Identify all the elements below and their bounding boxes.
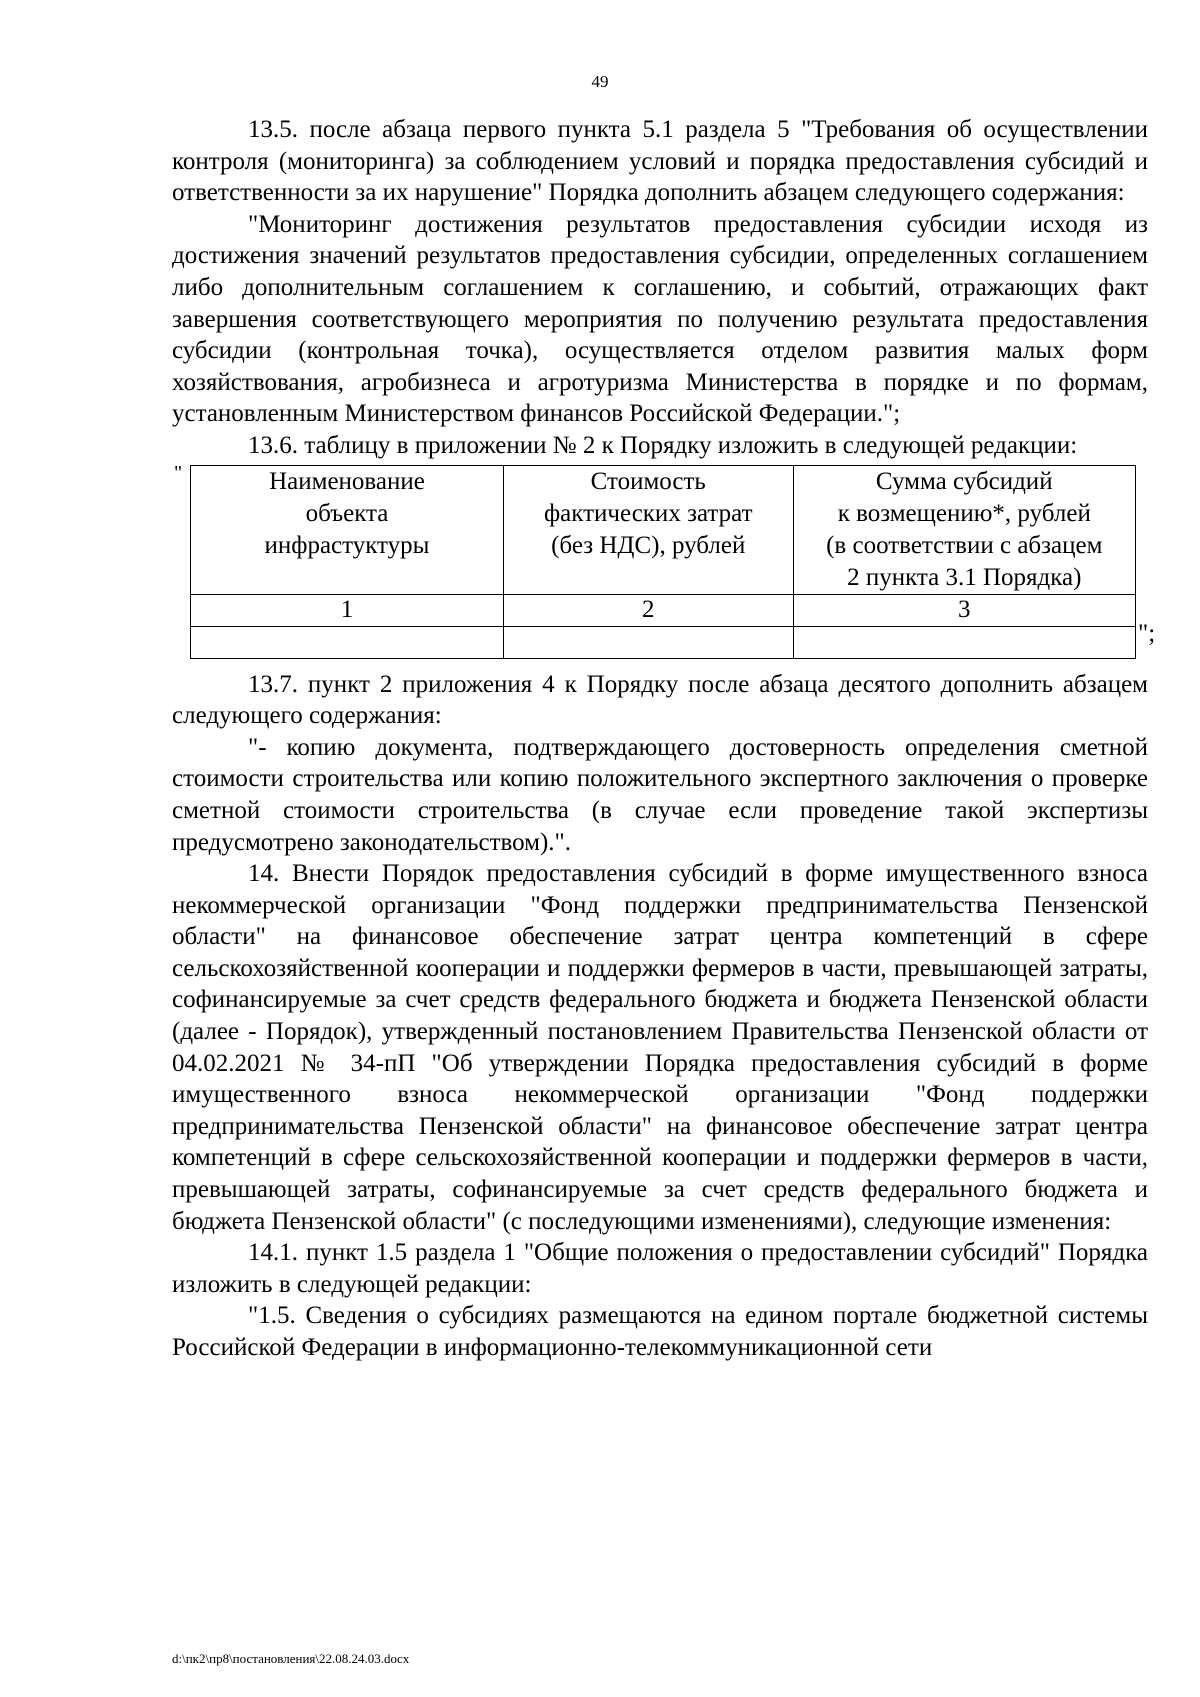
paragraph-document-copy-quote: "- копию документа, подтверждающего достоверность определения сметной стоимости строительства или копию положительного экспертного заключения о проверке сметной стоимости строительства (в случае если проведение такой экспертизы предусмотрено законодательством).". bbox=[172, 733, 1148, 856]
table-open-quote: " bbox=[174, 461, 183, 484]
paragraph-14: 14. Внести Порядок предоставления субсидий в форме имущественного взноса некоммерческой организации "Фонд поддержки предпринимательства Пензенской области" на финансовое обеспечение затрат центра компетенций в сфере сельскохозяйственной кооперации и поддержки фермеров в части, превышающей затраты, софинансируемые за счет средств федерального бюджета и бюджета Пензенской области (далее - Порядок), утвержденный постановлением Правительства Пензенской области от 04.02.2021 № 34-пП "Об утверждении Порядка предоставления субсидий в форме имущественного взноса некоммерческой организации "Фонд поддержки предпринимательства Пензенской области" на финансовое обеспечение затрат центра компетенций в сфере сельскохозяйственной кооперации и поддержки фермеров в части, превышающей затраты, софинансируемые за счет средств федерального бюджета и бюджета Пензенской области" (с последующими изменениями), следующие изменения: bbox=[172, 860, 1148, 1235]
table-block bbox=[172, 461, 1156, 659]
table-header-cell: Стоимость фактических затрат (без НДС), рублей bbox=[503, 465, 793, 594]
document-body bbox=[172, 114, 1156, 1364]
table-empty-cell bbox=[503, 626, 793, 658]
table-empty-row bbox=[191, 626, 1136, 658]
page-number: 49 bbox=[591, 72, 609, 91]
table-number-cell: 3 bbox=[793, 594, 1135, 626]
paragraph-13-6: 13.6. таблицу в приложении № 2 к Порядку изложить в следующей редакции: bbox=[248, 431, 1078, 459]
paragraph-14-1: 14.1. пункт 1.5 раздела 1 "Общие положения о предоставлении субсидий" Порядка изложить в следующей редакции: bbox=[172, 1239, 1148, 1298]
footer-file-path: d:\пк2\пр8\постановления\22.08.24.03.docx bbox=[172, 1651, 410, 1666]
subsidy-table bbox=[190, 465, 1136, 659]
table-empty-cell bbox=[191, 626, 504, 658]
table-number-row bbox=[191, 594, 1136, 626]
paragraph-13-5: 13.5. после абзаца первого пункта 5.1 раздела 5 "Требования об осуществлении контроля (мониторинга) за соблюдением условий и порядка предоставления субсидий и ответственности за их нарушение" Порядка дополнить абзацем следующего содержания: bbox=[172, 116, 1148, 207]
table-header-cell: Наименование объекта инфрастуктуры bbox=[191, 465, 504, 594]
table-header-row bbox=[191, 465, 1136, 594]
table-empty-cell bbox=[793, 626, 1135, 658]
table-close-quote: "; bbox=[1138, 619, 1156, 647]
table-number-cell: 1 bbox=[191, 594, 504, 626]
table-number-cell: 2 bbox=[503, 594, 793, 626]
paragraph-13-7: 13.7. пункт 2 приложения 4 к Порядку после абзаца десятого дополнить абзацем следующего содержания: bbox=[172, 670, 1148, 730]
paragraph-1-5-quote: "1.5. Сведения о субсидиях размещаются на едином портале бюджетной системы Российской Федерации в информационно-телекоммуникационной сети bbox=[172, 1302, 1148, 1361]
paragraph-monitoring-quote: "Мониторинг достижения результатов предоставления субсидии исходя из достижения значений результатов предоставления субсидии, определенных соглашением либо дополнительным соглашением к соглашению, и событий, отражающих факт завершения соответствующего мероприятия по получению результата предоставления субсидии (контрольная точка), осуществляется отделом развития малых форм хозяйствования, агробизнеса и агротуризма Министерства в порядке и по формам, установленным Министерством финансов Российской Федерации."; bbox=[172, 210, 1148, 428]
table-header-cell: Сумма субсидий к возмещению*, рублей (в соответствии с абзацем 2 пункта 3.1 Порядка) bbox=[793, 465, 1135, 594]
